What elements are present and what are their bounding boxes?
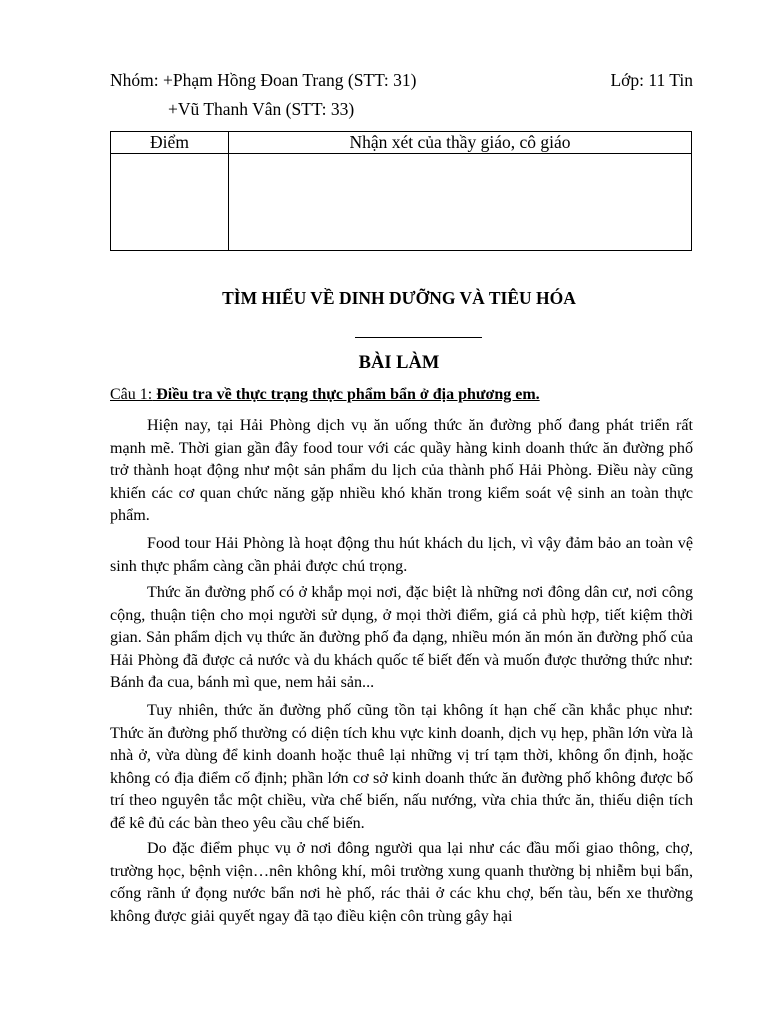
group-label: Nhóm: +Phạm Hồng Đoan Trang (STT: 31) xyxy=(110,70,417,90)
group-member-2 xyxy=(168,98,751,120)
comment-cell xyxy=(229,154,692,251)
grade-table-body-row xyxy=(111,154,692,251)
grade-table xyxy=(110,131,692,251)
class-label: Lớp: 11 Tin xyxy=(610,70,693,90)
score-header: Điểm xyxy=(111,132,229,154)
body-paragraph: Hiện nay, tại Hải Phòng dịch vụ ăn uống thức ăn đường phố đang phát triển rất mạnh mẽ. Thời gian gần đây food tour với các quầy hàng kinh doanh thức ăn đường phố trở thành hoạt động như một sản phẩm du lịch của thành phố Hải Phòng. Điều này cũng khiến các cơ quan chức năng gặp nhiều khó khăn trong kiểm soát vệ sinh an toàn thực phẩm. xyxy=(110,417,693,525)
body-paragraph: Thức ăn đường phố có ở khắp mọi nơi, đặc biệt là những nơi đông dân cư, nơi công cộng, thuận tiện cho mọi người sử dụng, ở mọi thời điểm, giá cả phù hợp, tiết kiệm thời gian. Sản phẩm dịch vụ thức ăn đường phố đa dạng, nhiều món ăn món ăn đường phố của Hải Phòng đã được cả nước và du khách quốc tế biết đến và muốn được thưởng thức như: Bánh đa cua, bánh mì que, nem hải sản... xyxy=(110,584,693,692)
member-name: +Vũ Thanh Vân (STT: 33) xyxy=(168,99,355,119)
group-header xyxy=(110,69,693,91)
body-paragraph: Tuy nhiên, thức ăn đường phố cũng tồn tại không ít hạn chế cần khắc phục như: Thức ăn đường phố thường có diện tích khu vực kinh doanh, dịch vụ hẹp, phần lớn vừa là nhà ở, vừa dùng để kinh doanh hoặc thuê lại những vị trí tạm thời, không ổn định, hoặc không có địa điểm cố định; phần lớn cơ sở kinh doanh thức ăn đường phố không được bố trí theo nguyên tắc một chiều, vừa chế biến, nấu nướng, vừa chia thức ăn, thiếu diện tích để kê đủ các bàn theo yêu cầu chế biến. xyxy=(110,702,693,832)
question-label: Câu 1: xyxy=(110,386,153,403)
grade-table-header-row xyxy=(111,132,692,154)
body-paragraph: Do đặc điểm phục vụ ở nơi đông người qua lại như các đầu mối giao thông, chợ, trường học, bệnh viện…nên không khí, môi trường xung quanh thường bị nhiễm bụi bẩn, cống rãnh ứ đọng nước bẩn nơi hè phố, rác thải ở các khu chợ, bến tàu, bến xe thường không được giải quyết ngay đã tạo điều kiện côn trùng gây hại xyxy=(110,840,693,925)
document-title: TÌM HIỂU VỀ DINH DƯỠNG VÀ TIÊU HÓA xyxy=(222,288,576,308)
comment-header: Nhận xét của thầy giáo, cô giáo xyxy=(229,132,692,154)
title-divider xyxy=(355,337,482,338)
document-subtitle: BÀI LÀM xyxy=(358,353,440,373)
question-text: Điều tra về thực trạng thực phẩm bẩn ở địa phương em. xyxy=(152,386,540,403)
score-cell xyxy=(111,154,229,251)
question-heading xyxy=(110,384,540,405)
body-paragraph: Food tour Hải Phòng là hoạt động thu hút khách du lịch, vì vậy đảm bảo an toàn vệ sinh thực phẩm càng cần phải được chú trọng. xyxy=(110,535,693,575)
